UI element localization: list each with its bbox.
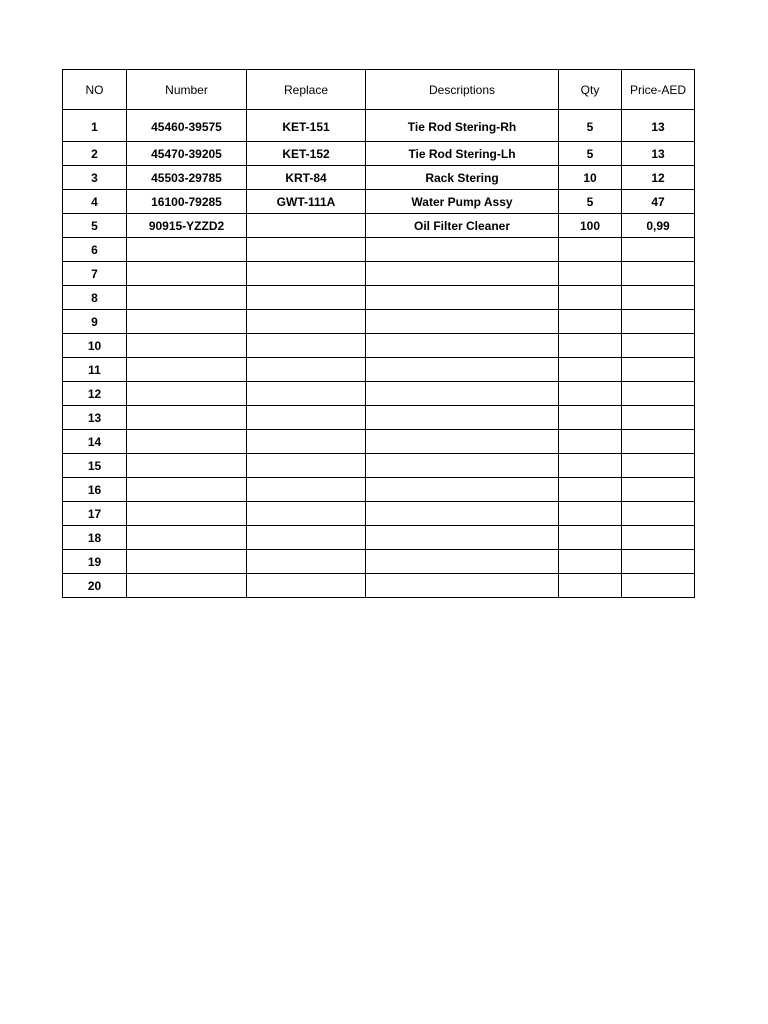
cell-qty: 5 <box>559 142 622 166</box>
cell-replace <box>247 310 366 334</box>
cell-description <box>366 574 559 598</box>
cell-no: 12 <box>63 382 127 406</box>
cell-no: 16 <box>63 478 127 502</box>
cell-replace <box>247 214 366 238</box>
cell-qty <box>559 358 622 382</box>
cell-number: 45470-39205 <box>127 142 247 166</box>
table-row <box>63 190 695 214</box>
cell-no: 5 <box>63 214 127 238</box>
cell-qty <box>559 454 622 478</box>
cell-description: Rack Stering <box>366 166 559 190</box>
table-row <box>63 550 695 574</box>
table-row <box>63 214 695 238</box>
cell-number: 90915-YZZD2 <box>127 214 247 238</box>
cell-price: 12 <box>622 166 695 190</box>
cell-qty <box>559 238 622 262</box>
cell-qty: 10 <box>559 166 622 190</box>
cell-replace <box>247 262 366 286</box>
cell-no: 13 <box>63 406 127 430</box>
cell-number <box>127 550 247 574</box>
cell-number <box>127 406 247 430</box>
table-header <box>63 70 695 110</box>
cell-number: 16100-79285 <box>127 190 247 214</box>
cell-description <box>366 238 559 262</box>
cell-description: Tie Rod Stering-Lh <box>366 142 559 166</box>
cell-no: 6 <box>63 238 127 262</box>
cell-description: Tie Rod Stering-Rh <box>366 110 559 142</box>
cell-description <box>366 478 559 502</box>
cell-price <box>622 430 695 454</box>
cell-no: 2 <box>63 142 127 166</box>
cell-price <box>622 478 695 502</box>
cell-price: 13 <box>622 110 695 142</box>
cell-no: 7 <box>63 262 127 286</box>
cell-qty <box>559 262 622 286</box>
cell-number <box>127 286 247 310</box>
cell-number <box>127 526 247 550</box>
cell-number <box>127 430 247 454</box>
cell-replace <box>247 478 366 502</box>
cell-no: 4 <box>63 190 127 214</box>
cell-qty <box>559 526 622 550</box>
cell-number: 45460-39575 <box>127 110 247 142</box>
cell-description: Water Pump Assy <box>366 190 559 214</box>
cell-number <box>127 454 247 478</box>
cell-price <box>622 502 695 526</box>
cell-description <box>366 334 559 358</box>
cell-number <box>127 502 247 526</box>
table-row <box>63 286 695 310</box>
header-qty: Qty <box>559 70 622 110</box>
cell-qty <box>559 406 622 430</box>
cell-price <box>622 334 695 358</box>
table-row <box>63 430 695 454</box>
table-row <box>63 166 695 190</box>
table-row <box>63 110 695 142</box>
cell-replace: GWT-111A <box>247 190 366 214</box>
cell-qty: 100 <box>559 214 622 238</box>
cell-price <box>622 454 695 478</box>
cell-no: 20 <box>63 574 127 598</box>
cell-number <box>127 358 247 382</box>
cell-description <box>366 430 559 454</box>
cell-replace <box>247 430 366 454</box>
cell-no: 11 <box>63 358 127 382</box>
cell-no: 9 <box>63 310 127 334</box>
header-number: Number <box>127 70 247 110</box>
cell-qty <box>559 286 622 310</box>
cell-price <box>622 526 695 550</box>
table-row <box>63 406 695 430</box>
cell-description <box>366 454 559 478</box>
cell-number <box>127 574 247 598</box>
cell-replace <box>247 550 366 574</box>
table-row <box>63 382 695 406</box>
table-row <box>63 238 695 262</box>
cell-number <box>127 334 247 358</box>
parts-sheet <box>62 69 694 598</box>
cell-qty <box>559 430 622 454</box>
cell-qty <box>559 502 622 526</box>
cell-number <box>127 262 247 286</box>
cell-price <box>622 550 695 574</box>
cell-replace <box>247 502 366 526</box>
cell-description: Oil Filter Cleaner <box>366 214 559 238</box>
cell-replace: KRT-84 <box>247 166 366 190</box>
table-row <box>63 334 695 358</box>
cell-description <box>366 550 559 574</box>
cell-price <box>622 238 695 262</box>
cell-qty: 5 <box>559 190 622 214</box>
cell-no: 17 <box>63 502 127 526</box>
cell-description <box>366 358 559 382</box>
table-row <box>63 358 695 382</box>
cell-qty: 5 <box>559 110 622 142</box>
cell-price <box>622 262 695 286</box>
cell-number <box>127 478 247 502</box>
header-row <box>63 70 695 110</box>
cell-replace <box>247 334 366 358</box>
cell-price <box>622 358 695 382</box>
cell-replace <box>247 406 366 430</box>
cell-price: 0,99 <box>622 214 695 238</box>
cell-description <box>366 406 559 430</box>
cell-price: 47 <box>622 190 695 214</box>
cell-replace <box>247 286 366 310</box>
cell-no: 19 <box>63 550 127 574</box>
cell-replace: KET-151 <box>247 110 366 142</box>
header-price: Price-AED <box>622 70 695 110</box>
cell-number <box>127 238 247 262</box>
table-row <box>63 142 695 166</box>
cell-number <box>127 310 247 334</box>
header-descriptions: Descriptions <box>366 70 559 110</box>
cell-qty <box>559 478 622 502</box>
table-row <box>63 526 695 550</box>
cell-replace <box>247 526 366 550</box>
cell-number: 45503-29785 <box>127 166 247 190</box>
cell-number <box>127 382 247 406</box>
header-replace: Replace <box>247 70 366 110</box>
table-row <box>63 454 695 478</box>
cell-no: 10 <box>63 334 127 358</box>
cell-price <box>622 286 695 310</box>
cell-replace <box>247 382 366 406</box>
cell-replace <box>247 454 366 478</box>
cell-description <box>366 382 559 406</box>
cell-description <box>366 526 559 550</box>
cell-description <box>366 502 559 526</box>
cell-replace <box>247 574 366 598</box>
cell-no: 14 <box>63 430 127 454</box>
cell-qty <box>559 382 622 406</box>
cell-description <box>366 262 559 286</box>
cell-price <box>622 574 695 598</box>
cell-description <box>366 286 559 310</box>
header-no: NO <box>63 70 127 110</box>
cell-no: 18 <box>63 526 127 550</box>
cell-qty <box>559 310 622 334</box>
cell-price: 13 <box>622 142 695 166</box>
cell-price <box>622 406 695 430</box>
table-row <box>63 262 695 286</box>
cell-description <box>366 310 559 334</box>
table-row <box>63 502 695 526</box>
cell-price <box>622 310 695 334</box>
cell-no: 3 <box>63 166 127 190</box>
cell-replace: KET-152 <box>247 142 366 166</box>
table-row <box>63 478 695 502</box>
cell-qty <box>559 550 622 574</box>
cell-price <box>622 382 695 406</box>
cell-replace <box>247 358 366 382</box>
table-row <box>63 310 695 334</box>
cell-no: 15 <box>63 454 127 478</box>
cell-no: 8 <box>63 286 127 310</box>
cell-no: 1 <box>63 110 127 142</box>
cell-qty <box>559 334 622 358</box>
table-row <box>63 574 695 598</box>
table-body <box>63 110 695 598</box>
cell-replace <box>247 238 366 262</box>
parts-table <box>62 69 695 598</box>
cell-qty <box>559 574 622 598</box>
